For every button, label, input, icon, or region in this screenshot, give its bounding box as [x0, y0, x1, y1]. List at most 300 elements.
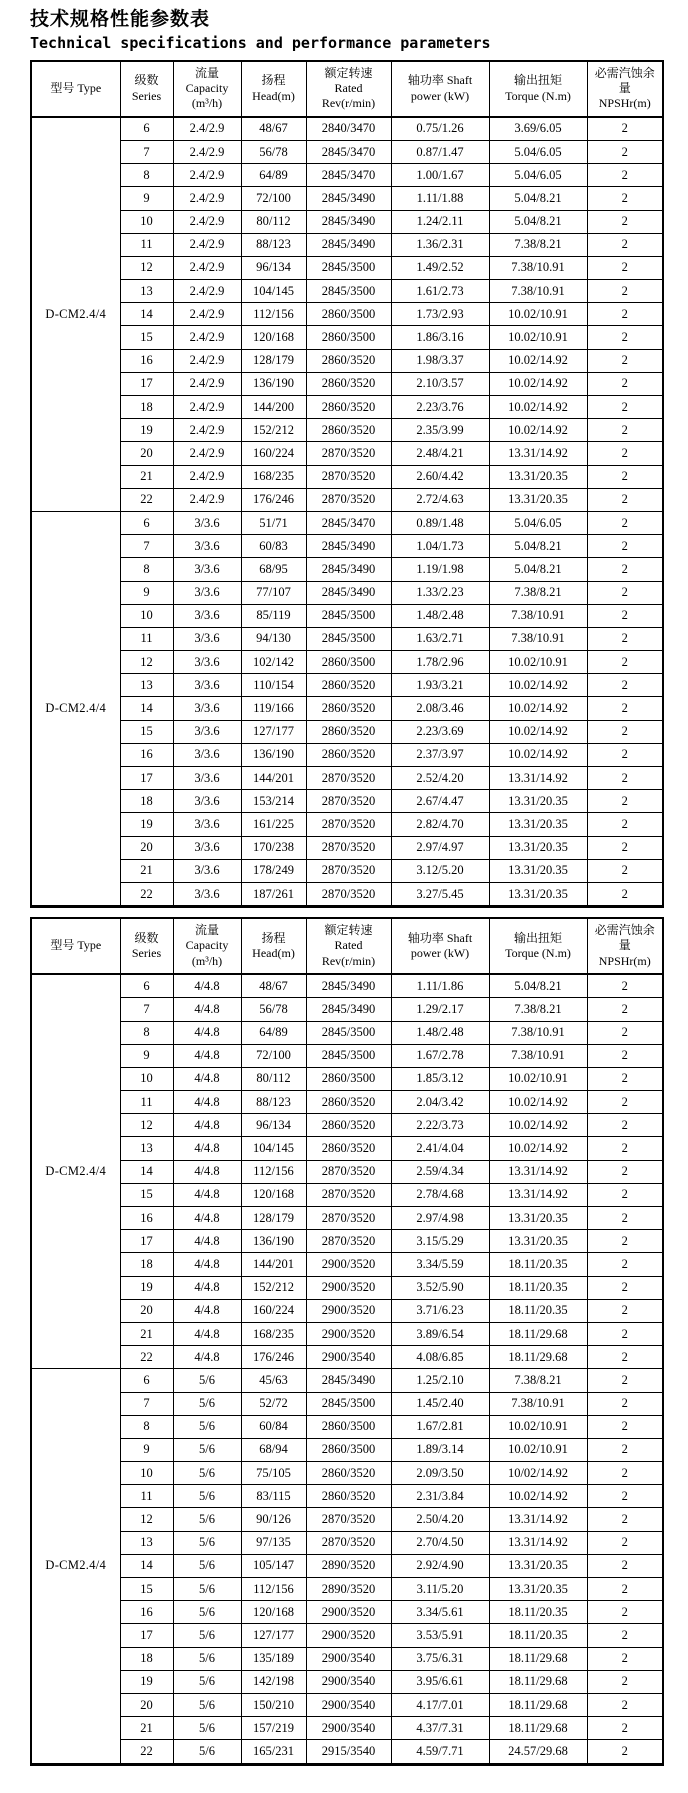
npshr-cell: 2 — [587, 372, 663, 395]
series-cell: 16 — [120, 1207, 173, 1230]
head-cell: 60/83 — [241, 535, 306, 558]
head-cell: 127/177 — [241, 720, 306, 743]
head-cell: 104/145 — [241, 1137, 306, 1160]
capacity-cell: 3/3.6 — [173, 813, 241, 836]
col-header-line: Rev(r/min) — [321, 96, 376, 111]
series-cell: 18 — [120, 396, 173, 419]
power-cell: 1.49/2.52 — [391, 256, 489, 279]
series-cell: 8 — [120, 558, 173, 581]
col-header-line: Torque (N.m) — [505, 88, 571, 103]
power-cell: 2.35/3.99 — [391, 419, 489, 442]
npshr-cell: 2 — [587, 1462, 663, 1485]
series-cell: 22 — [120, 1346, 173, 1369]
npshr-cell: 2 — [587, 303, 663, 326]
series-cell: 17 — [120, 767, 173, 790]
npshr-cell: 2 — [587, 1207, 663, 1230]
table-row — [31, 1601, 663, 1624]
series-cell: 6 — [120, 511, 173, 534]
capacity-cell: 4/4.8 — [173, 1183, 241, 1206]
power-cell: 2.48/4.21 — [391, 442, 489, 465]
series-cell: 21 — [120, 465, 173, 488]
rev-cell: 2860/3520 — [306, 697, 391, 720]
col-header-torque — [489, 918, 587, 974]
capacity-cell: 3/3.6 — [173, 604, 241, 627]
rev-cell: 2845/3490 — [306, 535, 391, 558]
torque-cell: 13.31/14.92 — [489, 1183, 587, 1206]
table-row — [31, 1369, 663, 1392]
torque-cell: 10.02/10.91 — [489, 651, 587, 674]
rev-cell: 2860/3500 — [306, 1438, 391, 1461]
col-header-line: 必需汽蚀余 — [594, 65, 655, 80]
npshr-cell: 2 — [587, 280, 663, 303]
torque-cell: 18.11/20.35 — [489, 1601, 587, 1624]
head-cell: 72/100 — [241, 1044, 306, 1067]
col-header-power — [391, 918, 489, 974]
col-header-line: 流量 — [194, 65, 219, 80]
torque-cell: 13.31/20.35 — [489, 790, 587, 813]
rev-cell: 2860/3500 — [306, 326, 391, 349]
capacity-cell: 3/3.6 — [173, 697, 241, 720]
head-cell: 120/168 — [241, 326, 306, 349]
npshr-cell: 2 — [587, 117, 663, 141]
npshr-cell: 2 — [587, 1438, 663, 1461]
rev-cell: 2845/3500 — [306, 1021, 391, 1044]
capacity-cell: 5/6 — [173, 1578, 241, 1601]
col-header-series — [120, 61, 173, 117]
torque-cell: 7.38/10.91 — [489, 1044, 587, 1067]
head-cell: 119/166 — [241, 697, 306, 720]
capacity-cell: 5/6 — [173, 1740, 241, 1764]
rev-cell: 2890/3520 — [306, 1554, 391, 1577]
npshr-cell: 2 — [587, 1647, 663, 1670]
rev-cell: 2845/3500 — [306, 1044, 391, 1067]
rev-cell: 2870/3520 — [306, 882, 391, 906]
series-cell: 9 — [120, 1438, 173, 1461]
capacity-cell: 4/4.8 — [173, 1114, 241, 1137]
col-header-line: 输出扭矩 — [513, 930, 562, 945]
table-row — [31, 1114, 663, 1137]
power-cell: 1.04/1.73 — [391, 535, 489, 558]
series-cell: 14 — [120, 1160, 173, 1183]
capacity-cell: 5/6 — [173, 1531, 241, 1554]
head-cell: 136/190 — [241, 372, 306, 395]
series-cell: 22 — [120, 882, 173, 906]
table-row — [31, 1322, 663, 1345]
npshr-cell: 2 — [587, 1717, 663, 1740]
capacity-cell: 2.4/2.9 — [173, 256, 241, 279]
capacity-cell: 3/3.6 — [173, 859, 241, 882]
series-cell: 21 — [120, 1717, 173, 1740]
head-cell: 83/115 — [241, 1485, 306, 1508]
series-cell: 6 — [120, 1369, 173, 1392]
power-cell: 1.78/2.96 — [391, 651, 489, 674]
npshr-cell: 2 — [587, 1601, 663, 1624]
npshr-cell: 2 — [587, 1346, 663, 1369]
head-cell: 144/201 — [241, 767, 306, 790]
torque-cell: 13.31/14.92 — [489, 1160, 587, 1183]
power-cell: 1.00/1.67 — [391, 164, 489, 187]
npshr-cell: 2 — [587, 882, 663, 906]
series-cell: 7 — [120, 140, 173, 163]
torque-cell: 10.02/10.91 — [489, 1067, 587, 1090]
npshr-cell: 2 — [587, 1160, 663, 1183]
rev-cell: 2890/3520 — [306, 1578, 391, 1601]
rev-cell: 2860/3520 — [306, 349, 391, 372]
table-row — [31, 627, 663, 650]
npshr-cell: 2 — [587, 465, 663, 488]
power-cell: 4.17/7.01 — [391, 1693, 489, 1716]
series-cell: 18 — [120, 1647, 173, 1670]
table-row — [31, 1021, 663, 1044]
npshr-cell: 2 — [587, 604, 663, 627]
capacity-cell: 5/6 — [173, 1554, 241, 1577]
head-cell: 144/201 — [241, 1253, 306, 1276]
rev-cell: 2900/3520 — [306, 1253, 391, 1276]
capacity-cell: 2.4/2.9 — [173, 372, 241, 395]
capacity-cell: 4/4.8 — [173, 1137, 241, 1160]
power-cell: 2.78/4.68 — [391, 1183, 489, 1206]
rev-cell: 2845/3470 — [306, 164, 391, 187]
capacity-cell: 4/4.8 — [173, 1346, 241, 1369]
col-header-rev — [306, 61, 391, 117]
rev-cell: 2915/3540 — [306, 1740, 391, 1764]
npshr-cell: 2 — [587, 1578, 663, 1601]
rev-cell: 2845/3490 — [306, 581, 391, 604]
torque-cell: 7.38/10.91 — [489, 1392, 587, 1415]
torque-cell: 18.11/29.68 — [489, 1670, 587, 1693]
power-cell: 1.48/2.48 — [391, 604, 489, 627]
capacity-cell: 5/6 — [173, 1601, 241, 1624]
capacity-cell: 4/4.8 — [173, 1021, 241, 1044]
power-cell: 2.04/3.42 — [391, 1091, 489, 1114]
rev-cell: 2845/3490 — [306, 974, 391, 998]
table-row — [31, 117, 663, 141]
series-cell: 10 — [120, 210, 173, 233]
col-header-power — [391, 61, 489, 117]
col-header-line: Torque (N.m) — [505, 946, 571, 961]
rev-cell: 2900/3540 — [306, 1670, 391, 1693]
head-cell: 153/214 — [241, 790, 306, 813]
torque-cell: 18.11/20.35 — [489, 1276, 587, 1299]
capacity-cell: 2.4/2.9 — [173, 303, 241, 326]
head-cell: 112/156 — [241, 1578, 306, 1601]
table-row — [31, 998, 663, 1021]
torque-cell: 7.38/10.91 — [489, 1021, 587, 1044]
col-header-head — [241, 61, 306, 117]
rev-cell: 2845/3490 — [306, 187, 391, 210]
power-cell: 3.34/5.59 — [391, 1253, 489, 1276]
table-row — [31, 743, 663, 766]
table-row — [31, 488, 663, 511]
capacity-cell: 2.4/2.9 — [173, 396, 241, 419]
torque-cell: 10.02/14.92 — [489, 349, 587, 372]
col-header-npshr — [587, 918, 663, 974]
rev-cell: 2860/3500 — [306, 651, 391, 674]
series-cell: 19 — [120, 1670, 173, 1693]
npshr-cell: 2 — [587, 1114, 663, 1137]
series-cell: 11 — [120, 1091, 173, 1114]
header-row — [31, 61, 663, 117]
npshr-cell: 2 — [587, 1670, 663, 1693]
torque-cell: 10/02/14.92 — [489, 1462, 587, 1485]
series-cell: 12 — [120, 1114, 173, 1137]
torque-cell: 5.04/8.21 — [489, 210, 587, 233]
npshr-cell: 2 — [587, 1531, 663, 1554]
series-cell: 21 — [120, 1322, 173, 1345]
power-cell: 4.08/6.85 — [391, 1346, 489, 1369]
table-row — [31, 1346, 663, 1369]
series-cell: 11 — [120, 1485, 173, 1508]
col-header-line: 级数 — [134, 73, 159, 88]
power-cell: 2.23/3.69 — [391, 720, 489, 743]
series-cell: 9 — [120, 187, 173, 210]
torque-cell: 10.02/14.92 — [489, 674, 587, 697]
series-cell: 20 — [120, 442, 173, 465]
capacity-cell: 3/3.6 — [173, 558, 241, 581]
head-cell: 112/156 — [241, 303, 306, 326]
torque-cell: 13.31/20.35 — [489, 859, 587, 882]
table-row — [31, 442, 663, 465]
npshr-cell: 2 — [587, 697, 663, 720]
col-header-line: Rated — [334, 81, 363, 96]
power-cell: 2.50/4.20 — [391, 1508, 489, 1531]
npshr-cell: 2 — [587, 1624, 663, 1647]
capacity-cell: 4/4.8 — [173, 1044, 241, 1067]
table-row — [31, 1670, 663, 1693]
rev-cell: 2900/3540 — [306, 1693, 391, 1716]
col-header-line: (m³/h) — [191, 96, 223, 111]
npshr-cell: 2 — [587, 720, 663, 743]
col-header-line: 额定转速 — [324, 923, 373, 938]
npshr-cell: 2 — [587, 535, 663, 558]
col-header-line: NPSHr(m) — [598, 96, 651, 111]
power-cell: 1.67/2.78 — [391, 1044, 489, 1067]
npshr-cell: 2 — [587, 743, 663, 766]
torque-cell: 18.11/20.35 — [489, 1253, 587, 1276]
capacity-cell: 5/6 — [173, 1462, 241, 1485]
rev-cell: 2840/3470 — [306, 117, 391, 141]
table-row — [31, 697, 663, 720]
col-header-line: 扬程 — [261, 930, 286, 945]
torque-cell: 24.57/29.68 — [489, 1740, 587, 1764]
npshr-cell: 2 — [587, 1508, 663, 1531]
torque-cell: 7.38/10.91 — [489, 280, 587, 303]
col-header-line: Series — [131, 946, 162, 961]
head-cell: 150/210 — [241, 1693, 306, 1716]
torque-cell: 7.38/10.91 — [489, 604, 587, 627]
power-cell: 3.27/5.45 — [391, 882, 489, 906]
capacity-cell: 2.4/2.9 — [173, 419, 241, 442]
capacity-cell: 4/4.8 — [173, 1067, 241, 1090]
torque-cell: 18.11/29.68 — [489, 1693, 587, 1716]
torque-cell: 10.02/14.92 — [489, 396, 587, 419]
head-cell: 161/225 — [241, 813, 306, 836]
npshr-cell: 2 — [587, 140, 663, 163]
col-header-line: 流量 — [194, 923, 219, 938]
series-cell: 19 — [120, 1276, 173, 1299]
torque-cell: 13.31/14.92 — [489, 442, 587, 465]
series-cell: 15 — [120, 1578, 173, 1601]
head-cell: 96/134 — [241, 256, 306, 279]
rev-cell: 2860/3520 — [306, 1462, 391, 1485]
col-header-line: Head(m) — [252, 88, 295, 103]
capacity-cell: 3/3.6 — [173, 535, 241, 558]
table-row — [31, 210, 663, 233]
table-row — [31, 720, 663, 743]
npshr-cell: 2 — [587, 1021, 663, 1044]
table-row — [31, 558, 663, 581]
col-header-line: power (kW) — [410, 946, 470, 961]
table-row — [31, 674, 663, 697]
page-title-zh: 技术规格性能参数表 — [30, 9, 211, 30]
torque-cell: 10.02/10.91 — [489, 303, 587, 326]
power-cell: 1.89/3.14 — [391, 1438, 489, 1461]
series-cell: 7 — [120, 535, 173, 558]
table-row — [31, 465, 663, 488]
capacity-cell: 5/6 — [173, 1693, 241, 1716]
npshr-cell: 2 — [587, 1485, 663, 1508]
power-cell: 1.11/1.86 — [391, 974, 489, 998]
npshr-cell: 2 — [587, 558, 663, 581]
torque-cell: 10.02/14.92 — [489, 419, 587, 442]
npshr-cell: 2 — [587, 1392, 663, 1415]
torque-cell: 7.38/8.21 — [489, 998, 587, 1021]
power-cell: 1.73/2.93 — [391, 303, 489, 326]
power-cell: 2.08/3.46 — [391, 697, 489, 720]
col-header-line: 级数 — [134, 930, 159, 945]
series-cell: 17 — [120, 372, 173, 395]
table-row — [31, 1578, 663, 1601]
table-row — [31, 1531, 663, 1554]
rev-cell: 2845/3500 — [306, 280, 391, 303]
head-cell: 136/190 — [241, 743, 306, 766]
head-cell: 88/123 — [241, 1091, 306, 1114]
npshr-cell: 2 — [587, 396, 663, 419]
head-cell: 56/78 — [241, 998, 306, 1021]
table-row — [31, 1230, 663, 1253]
table-row — [31, 1160, 663, 1183]
head-cell: 56/78 — [241, 140, 306, 163]
rev-cell: 2845/3490 — [306, 210, 391, 233]
col-header-line: 量 — [618, 938, 631, 953]
rev-cell: 2860/3500 — [306, 303, 391, 326]
rev-cell: 2870/3520 — [306, 1183, 391, 1206]
spec-table-lower — [30, 917, 664, 1765]
col-header-line: 输出扭矩 — [513, 73, 562, 88]
rev-cell: 2860/3520 — [306, 720, 391, 743]
npshr-cell: 2 — [587, 1322, 663, 1345]
head-cell: 152/212 — [241, 1276, 306, 1299]
series-cell: 8 — [120, 164, 173, 187]
spec-table-upper — [30, 60, 664, 908]
capacity-cell: 4/4.8 — [173, 1299, 241, 1322]
torque-cell: 10.02/14.92 — [489, 1091, 587, 1114]
table-row — [31, 1392, 663, 1415]
col-header-line: 轴功率 Shaft — [407, 930, 473, 945]
power-cell: 1.11/1.88 — [391, 187, 489, 210]
torque-cell: 10.02/14.92 — [489, 372, 587, 395]
type-cell: D-CM2.4/4 — [31, 1369, 120, 1764]
capacity-cell: 4/4.8 — [173, 1230, 241, 1253]
rev-cell: 2860/3520 — [306, 743, 391, 766]
power-cell: 1.45/2.40 — [391, 1392, 489, 1415]
capacity-cell: 5/6 — [173, 1392, 241, 1415]
series-cell: 16 — [120, 743, 173, 766]
series-cell: 14 — [120, 303, 173, 326]
head-cell: 85/119 — [241, 604, 306, 627]
table-row — [31, 1462, 663, 1485]
capacity-cell: 4/4.8 — [173, 974, 241, 998]
col-header-line: 扬程 — [261, 73, 286, 88]
rev-cell: 2860/3520 — [306, 674, 391, 697]
head-cell: 160/224 — [241, 442, 306, 465]
col-header-type — [31, 918, 120, 974]
head-cell: 157/219 — [241, 1717, 306, 1740]
head-cell: 127/177 — [241, 1624, 306, 1647]
series-cell: 7 — [120, 1392, 173, 1415]
torque-cell: 7.38/8.21 — [489, 233, 587, 256]
table-row — [31, 1415, 663, 1438]
capacity-cell: 4/4.8 — [173, 1207, 241, 1230]
torque-cell: 5.04/8.21 — [489, 535, 587, 558]
table-row — [31, 164, 663, 187]
npshr-cell: 2 — [587, 674, 663, 697]
capacity-cell: 2.4/2.9 — [173, 187, 241, 210]
col-header-line: Head(m) — [252, 946, 295, 961]
npshr-cell: 2 — [587, 488, 663, 511]
rev-cell: 2845/3500 — [306, 627, 391, 650]
series-cell: 8 — [120, 1415, 173, 1438]
torque-cell: 3.69/6.05 — [489, 117, 587, 141]
torque-cell: 10.02/10.91 — [489, 1415, 587, 1438]
rev-cell: 2860/3520 — [306, 419, 391, 442]
col-header-line: Capacity — [185, 938, 229, 953]
col-header-torque — [489, 61, 587, 117]
table-row — [31, 303, 663, 326]
table-row — [31, 1624, 663, 1647]
power-cell: 1.19/1.98 — [391, 558, 489, 581]
capacity-cell: 2.4/2.9 — [173, 140, 241, 163]
head-cell: 60/84 — [241, 1415, 306, 1438]
power-cell: 1.63/2.71 — [391, 627, 489, 650]
capacity-cell: 2.4/2.9 — [173, 280, 241, 303]
capacity-cell: 3/3.6 — [173, 836, 241, 859]
series-cell: 14 — [120, 697, 173, 720]
col-header-npshr — [587, 61, 663, 117]
table-row — [31, 187, 663, 210]
torque-cell: 13.31/20.35 — [489, 1554, 587, 1577]
col-header-series — [120, 918, 173, 974]
head-cell: 128/179 — [241, 1207, 306, 1230]
npshr-cell: 2 — [587, 1253, 663, 1276]
header-row — [31, 918, 663, 974]
table-row — [31, 419, 663, 442]
capacity-cell: 2.4/2.9 — [173, 117, 241, 141]
head-cell: 52/72 — [241, 1392, 306, 1415]
power-cell: 3.12/5.20 — [391, 859, 489, 882]
torque-cell: 10.02/10.91 — [489, 326, 587, 349]
rev-cell: 2870/3520 — [306, 1531, 391, 1554]
capacity-cell: 4/4.8 — [173, 1322, 241, 1345]
torque-cell: 5.04/6.05 — [489, 511, 587, 534]
capacity-cell: 4/4.8 — [173, 1091, 241, 1114]
power-cell: 1.29/2.17 — [391, 998, 489, 1021]
power-cell: 3.15/5.29 — [391, 1230, 489, 1253]
head-cell: 96/134 — [241, 1114, 306, 1137]
power-cell: 3.75/6.31 — [391, 1647, 489, 1670]
head-cell: 128/179 — [241, 349, 306, 372]
head-cell: 187/261 — [241, 882, 306, 906]
